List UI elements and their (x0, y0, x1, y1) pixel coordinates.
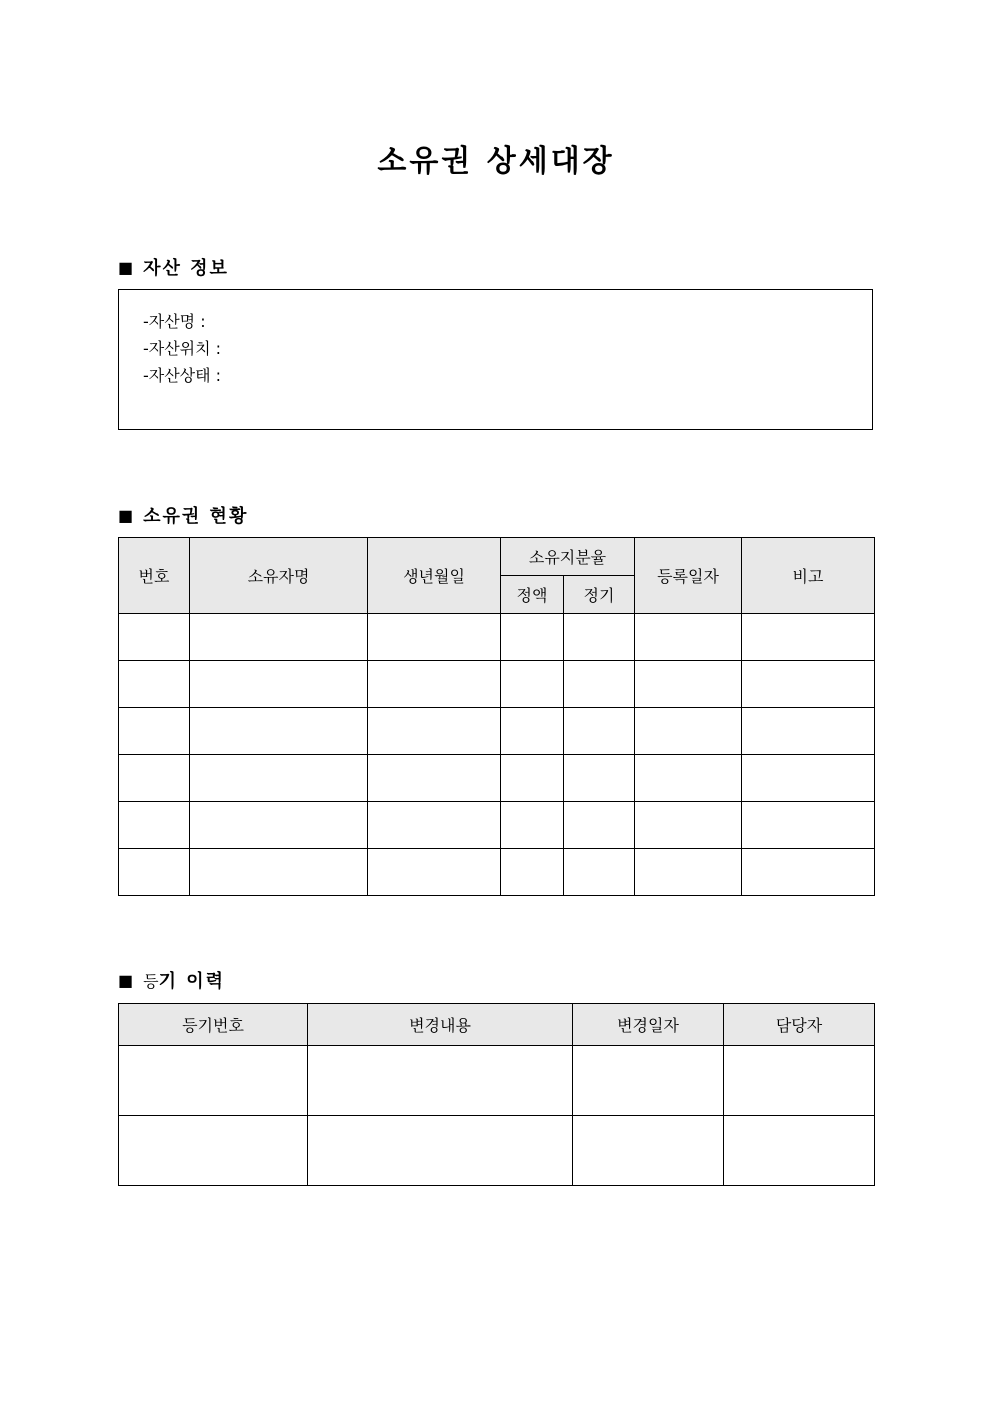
table-cell[interactable] (190, 755, 368, 802)
header-fixed-amount: 정액 (501, 576, 564, 614)
header-person-in-charge: 담당자 (724, 1004, 875, 1046)
table-cell[interactable] (119, 802, 190, 849)
table-cell[interactable] (742, 802, 875, 849)
document-title: 소유권 상세대장 (377, 144, 615, 179)
section-marker: ■ (118, 970, 134, 990)
section-marker: ■ (118, 505, 134, 525)
table-cell[interactable] (564, 849, 635, 896)
asset-section-title: 자산 정보 (143, 258, 229, 279)
registry-section-title: 기 이력 (158, 971, 226, 992)
table-cell[interactable] (635, 661, 742, 708)
table-cell[interactable] (742, 661, 875, 708)
table-cell[interactable] (368, 614, 501, 661)
asset-info-box (118, 289, 873, 430)
table-cell[interactable] (635, 708, 742, 755)
table-cell[interactable] (501, 661, 564, 708)
table-cell[interactable] (190, 614, 368, 661)
table-cell[interactable] (190, 802, 368, 849)
table-cell[interactable] (573, 1116, 724, 1186)
header-change-date: 변경일자 (573, 1004, 724, 1046)
ownership-section-heading (118, 502, 248, 528)
table-cell[interactable] (635, 614, 742, 661)
table-cell[interactable] (635, 849, 742, 896)
table-cell[interactable] (119, 1116, 308, 1186)
table-cell[interactable] (368, 661, 501, 708)
header-birth-date: 생년월일 (368, 538, 501, 614)
header-no: 번호 (119, 538, 190, 614)
header-owner-name: 소유자명 (190, 538, 368, 614)
ownership-table (118, 537, 875, 896)
registry-section-title-lead: 등 (143, 971, 159, 991)
table-cell[interactable] (564, 802, 635, 849)
table-cell[interactable] (564, 614, 635, 661)
table-cell[interactable] (724, 1116, 875, 1186)
table-cell[interactable] (190, 708, 368, 755)
table-row (119, 849, 875, 896)
table-cell[interactable] (308, 1046, 573, 1116)
asset-status-line: -자산상태 : (143, 366, 222, 385)
table-cell[interactable] (635, 755, 742, 802)
asset-section-heading (118, 254, 229, 280)
table-row (119, 802, 875, 849)
table-cell[interactable] (573, 1046, 724, 1116)
table-cell[interactable] (368, 708, 501, 755)
table-cell[interactable] (564, 755, 635, 802)
table-row (119, 661, 875, 708)
table-cell[interactable] (501, 802, 564, 849)
registry-section-heading (118, 967, 225, 993)
header-change-content: 변경내용 (308, 1004, 573, 1046)
table-cell[interactable] (119, 708, 190, 755)
table-cell[interactable] (119, 1046, 308, 1116)
table-cell[interactable] (564, 708, 635, 755)
table-cell[interactable] (724, 1046, 875, 1116)
table-cell[interactable] (501, 755, 564, 802)
table-cell[interactable] (119, 614, 190, 661)
table-cell[interactable] (190, 849, 368, 896)
table-cell[interactable] (368, 755, 501, 802)
table-cell[interactable] (308, 1116, 573, 1186)
table-row (119, 1116, 875, 1186)
table-cell[interactable] (368, 849, 501, 896)
table-cell[interactable] (742, 708, 875, 755)
table-cell[interactable] (119, 755, 190, 802)
header-note: 비고 (742, 538, 875, 614)
header-reg-date: 등록일자 (635, 538, 742, 614)
header-reg-no: 등기번호 (119, 1004, 308, 1046)
table-row (119, 614, 875, 661)
table-cell[interactable] (119, 661, 190, 708)
header-periodic: 정기 (564, 576, 635, 614)
table-row (119, 755, 875, 802)
table-cell[interactable] (501, 708, 564, 755)
table-row (119, 1046, 875, 1116)
table-cell[interactable] (501, 614, 564, 661)
table-cell[interactable] (742, 849, 875, 896)
table-row (119, 708, 875, 755)
table-cell[interactable] (368, 802, 501, 849)
header-share-ratio: 소유지분율 (501, 538, 635, 576)
registry-table (118, 1003, 875, 1186)
asset-location-line: -자산위치 : (143, 339, 222, 358)
table-cell[interactable] (635, 802, 742, 849)
ownership-section-title: 소유권 현황 (143, 506, 249, 527)
table-cell[interactable] (119, 849, 190, 896)
table-cell[interactable] (564, 661, 635, 708)
table-cell[interactable] (190, 661, 368, 708)
table-cell[interactable] (501, 849, 564, 896)
section-marker: ■ (118, 257, 134, 277)
table-cell[interactable] (742, 614, 875, 661)
table-cell[interactable] (742, 755, 875, 802)
asset-name-line: -자산명 : (143, 312, 206, 331)
